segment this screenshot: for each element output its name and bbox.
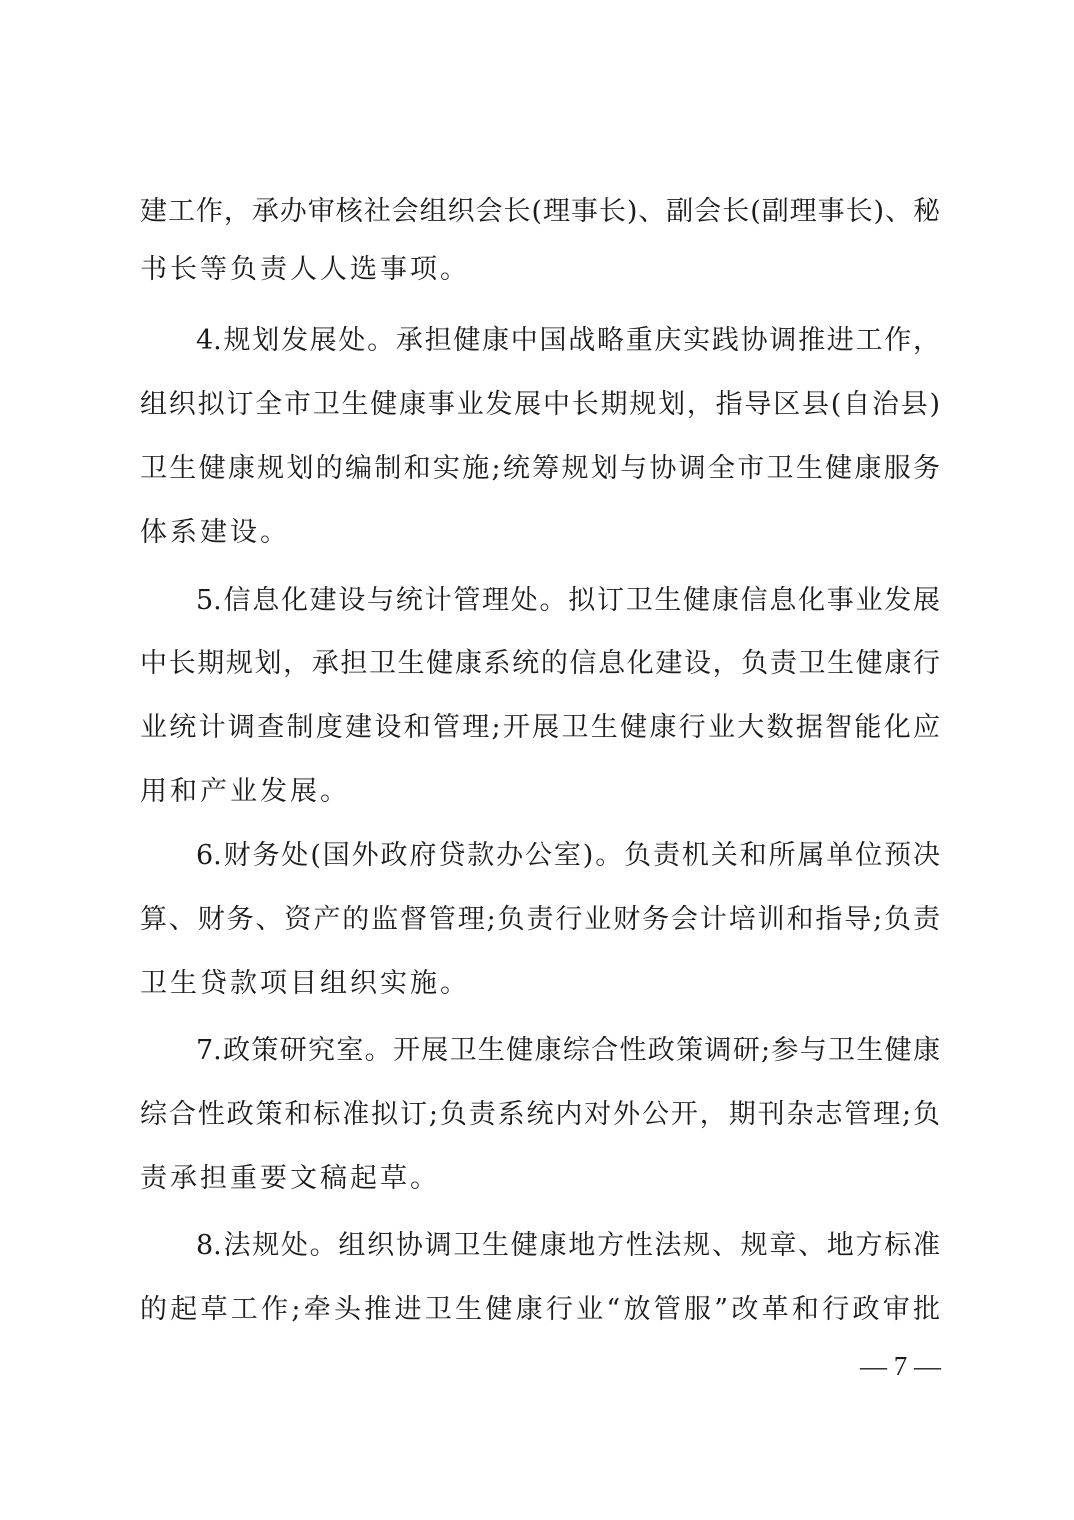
text-line: 的起草工作;牵头推进卫生健康行业“放管服”改革和行政审批 [140, 1294, 940, 1325]
text-line: 组织拟订全市卫生健康事业发展中长期规划，指导区县(自治县) [140, 389, 940, 420]
text-line: 5.信息化建设与统计管理处。拟订卫生健康信息化事业发展 [196, 585, 940, 616]
text-line: 7.政策研究室。开展卫生健康综合性政策调研;参与卫生健康 [196, 1035, 940, 1066]
text-line: 算、财务、资产的监督管理;负责行业财务会计培训和指导;负责 [140, 904, 940, 935]
text-line: 卫生贷款项目组织实施。 [140, 968, 470, 999]
text-line: 书长等负责人人选事项。 [140, 254, 470, 285]
page-number: — 7 — [860, 1351, 941, 1381]
text-line: 用和产业发展。 [140, 776, 350, 807]
text-line: 业统计调查制度建设和管理;开展卫生健康行业大数据智能化应 [140, 712, 940, 743]
text-line: 6.财务处(国外政府贷款办公室)。负责机关和所属单位预决 [196, 840, 940, 871]
text-line: 责承担重要文稿起草。 [140, 1163, 440, 1194]
text-line: 卫生健康规划的编制和实施;统筹规划与协调全市卫生健康服务 [140, 453, 940, 484]
text-line: 综合性政策和标准拟订;负责系统内对外公开，期刊杂志管理;负 [140, 1099, 940, 1130]
text-line: 中长期规划，承担卫生健康系统的信息化建设，负责卫生健康行 [140, 648, 940, 679]
text-line: 体系建设。 [140, 517, 290, 548]
text-line: 8.法规处。组织协调卫生健康地方性法规、规章、地方标准 [196, 1230, 940, 1261]
text-line: 4.规划发展处。承担健康中国战略重庆实践协调推进工作， [196, 325, 940, 356]
text-line: 建工作，承办审核社会组织会长(理事长)、副会长(副理事长)、秘 [140, 196, 940, 227]
